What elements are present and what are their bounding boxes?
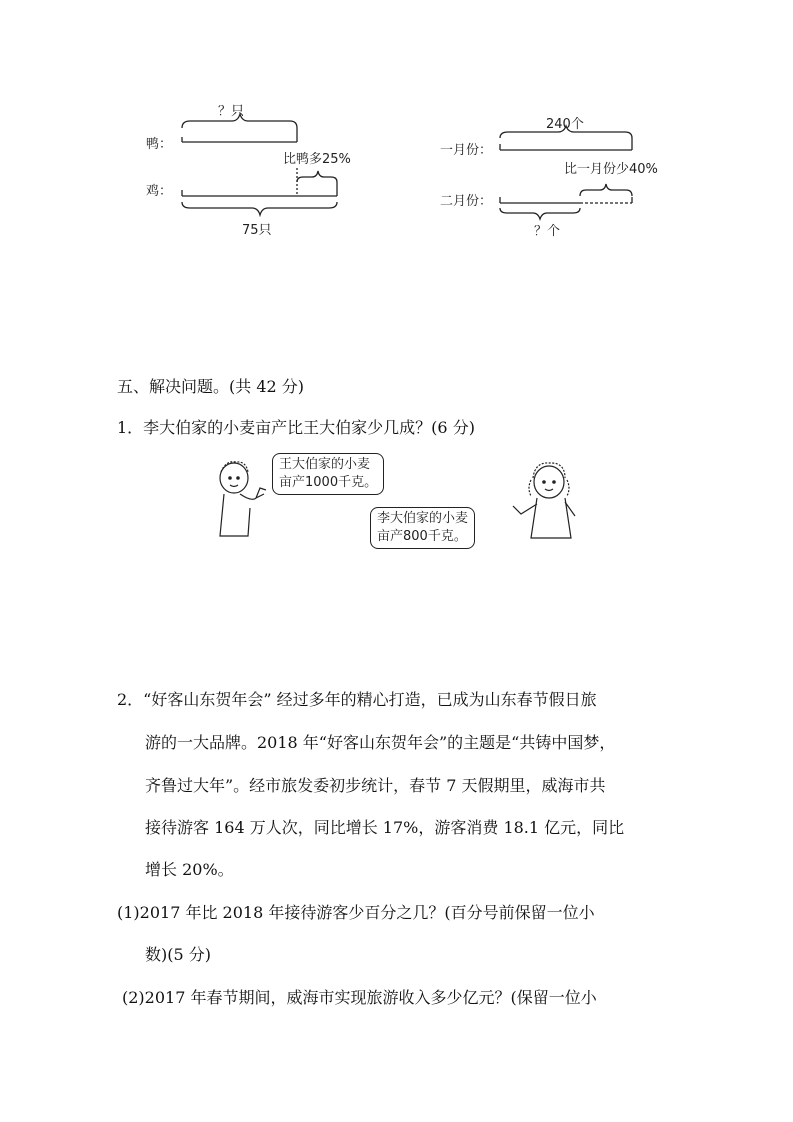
chicken-total-label: 75只	[242, 223, 272, 238]
question-2-line3: 齐鲁过大年”。经市旅发委初步统计，春节 7 天假期里，威海市共	[145, 776, 606, 795]
duck-row-label: 鸭：	[146, 137, 173, 152]
bubble-wang-line1: 王大伯家的小麦	[279, 457, 371, 472]
feb-bottom-brace	[500, 208, 580, 219]
less-part-brace	[580, 184, 632, 196]
chicken-row-label: 鸡：	[146, 184, 173, 199]
question-2-line5: 增长 20%。	[145, 860, 234, 879]
sub-question-1-line1: (1)2017 年比 2018 年接待游客少百分之几？(百分号前保留一位小	[117, 903, 595, 922]
bubble-li-line1: 李大伯家的小麦	[377, 511, 469, 526]
jan-feb-lines	[0, 0, 793, 260]
boy-figure-illustration	[212, 458, 272, 548]
jan-total-label: 240个	[546, 117, 584, 132]
jan-top-brace	[500, 126, 632, 138]
question-1-text: 1．李大伯家的小麦亩产比王大伯家少几成？(6 分)	[117, 418, 475, 437]
feb-unknown-label: ？个	[534, 224, 561, 239]
jan-row-label: 一月份：	[440, 143, 493, 158]
bubble-li-line2: 亩产800千克。	[377, 529, 467, 544]
sub-question-2-line1: (2)2017 年春节期间，威海市实现旅游收入多少亿元？(保留一位小	[122, 988, 597, 1007]
less-than-jan-label: 比一月份少40%	[564, 162, 658, 177]
duck-unknown-label: ？只	[218, 104, 245, 119]
more-than-duck-label: 比鸭多25%	[283, 152, 351, 167]
sub-question-1-line2: 数)(5 分)	[145, 945, 211, 964]
bubble-wang-line2: 亩产1000千克。	[279, 475, 378, 490]
question-2-line4: 接待游客 164 万人次，同比增长 17%，游客消费 18.1 亿元，同比	[145, 818, 625, 837]
feb-row-label: 二月份：	[440, 194, 493, 209]
question-2-line1: 2．“好客山东贺年会” 经过多年的精心打造，已成为山东春节假日旅	[117, 690, 597, 709]
girl-figure-illustration	[505, 458, 585, 548]
speech-bubble-li	[370, 507, 475, 549]
question-2-line2: 游的一大品牌。2018 年“好客山东贺年会”的主题是“共铸中国梦，	[145, 733, 616, 752]
section-heading: 五、解决问题。(共 42 分)	[117, 377, 305, 396]
speech-bubble-wang	[272, 453, 384, 495]
